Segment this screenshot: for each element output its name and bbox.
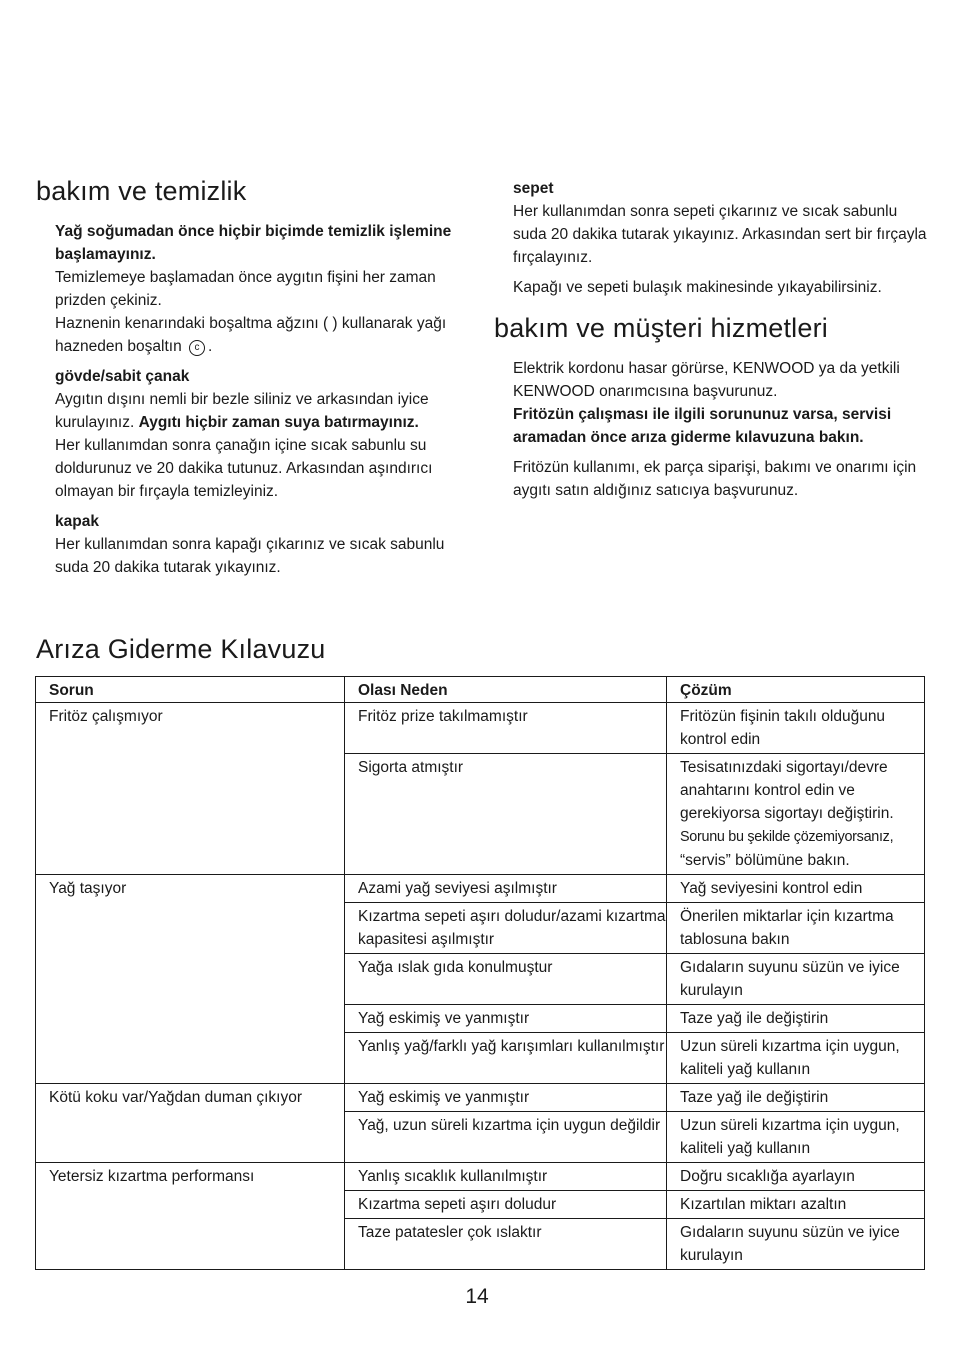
problem-cell: Fritöz çalışmıyor (36, 703, 345, 875)
cause-cell: Yağ eskimiş ve yanmıştır (345, 1084, 667, 1112)
cause-cell: Yağ eskimiş ve yanmıştır (345, 1005, 667, 1033)
solution-cell: Fritözün fişinin takılı olduğunu kontrol edin (667, 703, 925, 754)
drain-text: Haznenin kenarındaki boşaltma ağzını ( ) kullanarak yağı hazneden boşaltın c . (55, 315, 447, 355)
cause-cell: Yanlış yağ/farklı yağ karışımları kullanılmıştır (345, 1033, 667, 1084)
care-cleaning-text (55, 220, 465, 579)
solution-cell: Taze yağ ile değiştirin (667, 1084, 925, 1112)
lid-title: kapak (55, 513, 99, 530)
cause-cell: Sigorta atmıştır (345, 754, 667, 875)
table-header-row (36, 677, 925, 703)
solution-cell: Tesisatınızdaki sigortayı/devre anahtarını kontrol edin ve gerekiyorsa sigortayı değiştirin. Sorunu bu şekilde çözemiyorsanız, “servis” bölümüne bakın. (667, 754, 925, 875)
service-text-block (513, 357, 933, 502)
header-cause: Olası Neden (345, 677, 667, 703)
lid-text: Her kullanımdan sonra kapağı çıkarınız ve sıcak sabunlu suda 20 dakika tutarak yıkayınız. (55, 536, 445, 576)
body-bowl-text: Aygıtın dışını nemli bir bezle siliniz ve arkasından iyice kurulayınız. Aygıtı hiçbir zaman suya batırmayınız. (55, 391, 429, 431)
table-row (36, 1163, 925, 1191)
service-bold-text: Fritözün çalışması ile ilgili sorununuz varsa, servisi aramadan önce arıza giderme kılavuzuna bakın. (513, 406, 892, 446)
cause-cell: Azami yağ seviyesi aşılmıştır (345, 875, 667, 903)
solution-cell: Gıdaların suyunu süzün ve iyice kurulayın (667, 954, 925, 1005)
table-row (36, 1084, 925, 1112)
basket-title: sepet (513, 180, 554, 197)
dishwasher-text: Kapağı ve sepeti bulaşık makinesinde yıkayabilirsiniz. (513, 279, 882, 296)
page-number: 14 (465, 1285, 489, 1308)
cause-cell: Kızartma sepeti aşırı doludur (345, 1191, 667, 1219)
solution-cell: Uzun süreli kızartma için uygun, kaliteli yağ kullanın (667, 1112, 925, 1163)
table-row (36, 703, 925, 754)
solution-cell: Taze yağ ile değiştirin (667, 1005, 925, 1033)
cause-cell: Kızartma sepeti aşırı doludur/azami kızartma kapasitesi aşılmıştır (345, 903, 667, 954)
solution-cell: Uzun süreli kızartma için uygun, kaliteli yağ kullanın (667, 1033, 925, 1084)
header-solution: Çözüm (667, 677, 925, 703)
cause-cell: Yağ, uzun süreli kızartma için uygun değildir (345, 1112, 667, 1163)
basket-text: Her kullanımdan sonra sepeti çıkarınız ve sıcak sabunlu suda 20 dakika tutarak yıkayınız. Arkasından sert bir fırçayla fırçalayınız. (513, 203, 927, 266)
warning-text: Yağ soğumadan önce hiçbir biçimde temizlik işlemine başlamayınız. (55, 223, 452, 263)
cause-cell: Yağa ıslak gıda konulmuştur (345, 954, 667, 1005)
problem-cell: Yetersiz kızartma performansı (36, 1163, 345, 1270)
solution-cell: Önerilen miktarlar için kızartma tablosuna bakın (667, 903, 925, 954)
section-heading-service: bakım ve müşteri hizmetleri (494, 313, 828, 343)
service-text: Elektrik kordonu hasar görürse, KENWOOD ya da yetkili KENWOOD onarımcısına başvurunuz. (513, 360, 900, 400)
header-problem: Sorun (36, 677, 345, 703)
drain-spout-icon: c (189, 340, 205, 356)
cause-cell: Yanlış sıcaklık kullanılmıştır (345, 1163, 667, 1191)
service-text-2: Fritözün kullanımı, ek parça siparişi, bakımı ve onarımı için aygıtı satın aldığınız satıcıya başvurunuz. (513, 459, 917, 499)
solution-cell: Yağ seviyesini kontrol edin (667, 875, 925, 903)
body-bowl-title: gövde/sabit çanak (55, 368, 190, 385)
section-heading-troubleshooting: Arıza Giderme Kılavuzu (36, 634, 326, 664)
troubleshooting-table (35, 676, 925, 1270)
solution-cell: Doğru sıcaklığa ayarlayın (667, 1163, 925, 1191)
problem-cell: Yağ taşıyor (36, 875, 345, 1084)
section-heading-care-cleaning: bakım ve temizlik (36, 176, 247, 206)
basket-text-block (513, 177, 928, 299)
solution-cell: Gıdaların suyunu süzün ve iyice kurulayın (667, 1219, 925, 1270)
cause-cell: Fritöz prize takılmamıştır (345, 703, 667, 754)
problem-cell: Kötü koku var/Yağdan duman çıkıyor (36, 1084, 345, 1163)
cause-cell: Taze patatesler çok ıslaktır (345, 1219, 667, 1270)
unplug-text: Temizlemeye başlamadan önce aygıtın fişini her zaman prizden çekiniz. (55, 269, 436, 309)
body-bowl-text-2: Her kullanımdan sonra çanağın içine sıcak sabunlu su doldurunuz ve 20 dakika tutunuz. Arkasından aşındırıcı olmayan bir fırçayla temizleyiniz. (55, 437, 433, 500)
table-row (36, 875, 925, 903)
solution-cell: Kızartılan miktarı azaltın (667, 1191, 925, 1219)
